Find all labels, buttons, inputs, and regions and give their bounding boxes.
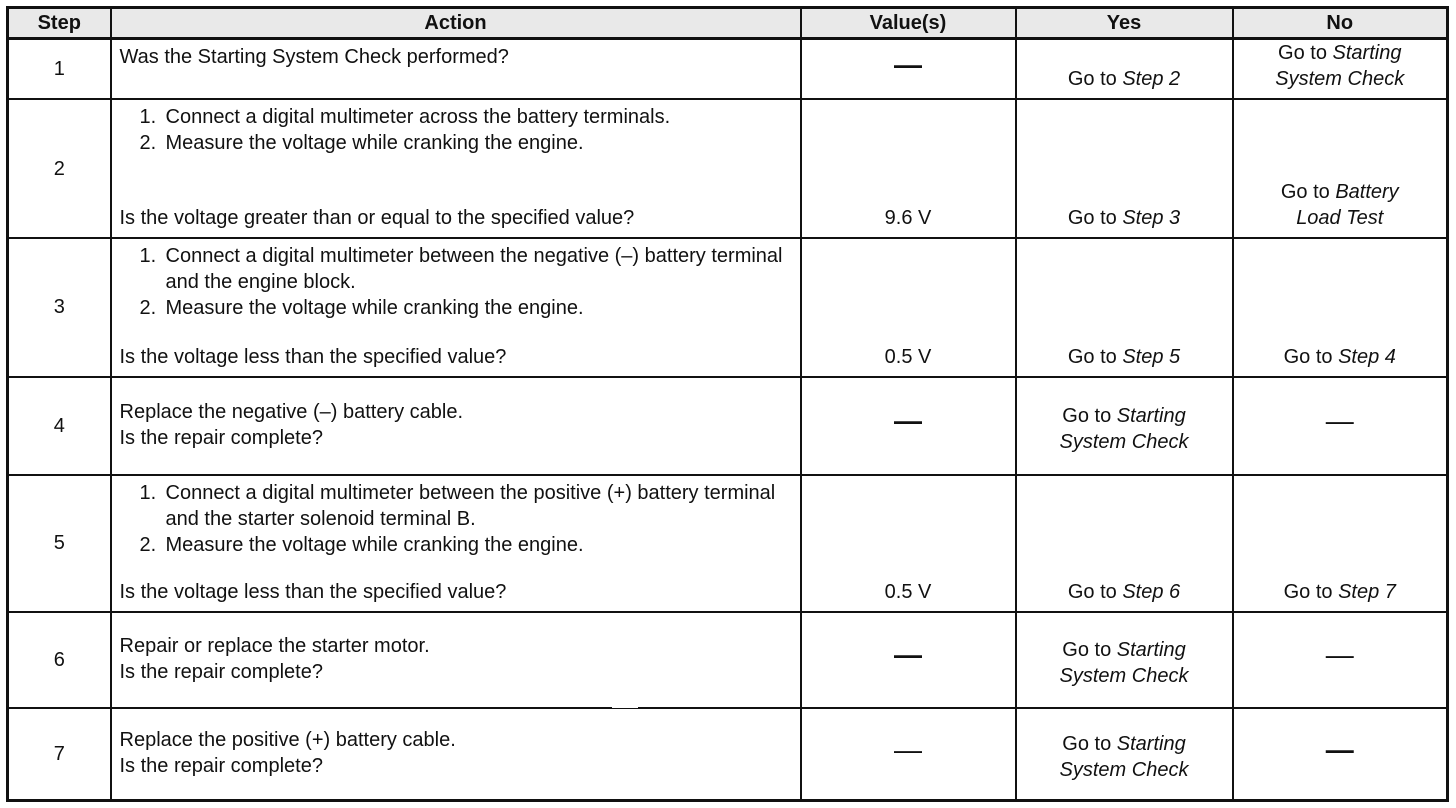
- table-row: [8, 238, 1448, 377]
- border-gap: [612, 704, 638, 708]
- no-prefix: Go to: [1280, 180, 1330, 203]
- table-row: [8, 708, 1448, 800]
- value-cell: 9.6 V: [801, 99, 1016, 238]
- empty-value-dash: —: [894, 405, 922, 437]
- no-target-link[interactable]: Step 7: [1338, 580, 1396, 603]
- table-row: [8, 475, 1448, 612]
- action-cell: [111, 475, 801, 612]
- substep-number: 2.: [139, 132, 157, 155]
- no-cell: [1233, 377, 1448, 475]
- value-cell: [801, 708, 1016, 800]
- substep: [120, 243, 794, 295]
- yes-target-link-line1[interactable]: Starting: [1116, 638, 1186, 661]
- action-question: Is the repair complete?: [119, 426, 323, 449]
- substep-number: 2.: [139, 533, 157, 556]
- yes-cell[interactable]: [1016, 39, 1233, 100]
- table-row: [8, 39, 1448, 100]
- no-cell[interactable]: [1233, 475, 1448, 612]
- substep: [120, 295, 794, 321]
- yes-target-link-line2[interactable]: System Check: [1059, 759, 1189, 781]
- no-prefix: Go to: [1283, 580, 1333, 603]
- action-text: Was the Starting System Check performed?: [119, 46, 509, 68]
- empty-no-dash: —: [1325, 733, 1354, 765]
- no-cell: [1233, 708, 1448, 800]
- value-cell: [801, 377, 1016, 475]
- substep-number: 1.: [139, 481, 157, 504]
- yes-prefix: Go to: [1062, 733, 1112, 755]
- yes-cell[interactable]: [1016, 475, 1233, 612]
- action-text: Repair or replace the starter motor.: [119, 634, 430, 657]
- substep-list: [120, 480, 794, 558]
- table-row: [8, 99, 1448, 238]
- empty-value-dash: —: [894, 48, 922, 80]
- substep-text: Measure the voltage while cranking the engine.: [165, 132, 584, 155]
- yes-cell[interactable]: [1016, 99, 1233, 238]
- yes-target-link-line2[interactable]: System Check: [1059, 430, 1189, 453]
- step-number: 5: [8, 475, 111, 612]
- substep: [120, 480, 794, 532]
- yes-cell[interactable]: [1016, 708, 1233, 800]
- yes-target-link[interactable]: Step 2: [1122, 68, 1181, 91]
- substep-text: Connect a digital multimeter between the positive (+) battery terminal and the starter solenoid terminal B.: [165, 481, 776, 530]
- value-cell: 0.5 V: [801, 238, 1016, 377]
- header-action: Action: [111, 8, 801, 39]
- action-question: Is the repair complete?: [119, 755, 323, 777]
- substep: [120, 104, 794, 130]
- yes-prefix: Go to: [1067, 345, 1117, 368]
- yes-prefix: Go to: [1067, 68, 1117, 91]
- substep-list: [120, 104, 794, 156]
- step-number: 4: [8, 377, 111, 475]
- action-question: Is the voltage greater than or equal to the specified value?: [119, 206, 635, 229]
- step-number: 3: [8, 238, 111, 377]
- no-target-link[interactable]: Step 4: [1338, 345, 1396, 368]
- step-number: 2: [8, 99, 111, 238]
- action-question: Is the repair complete?: [119, 660, 323, 683]
- header-yes: Yes: [1016, 8, 1233, 39]
- no-target-link-line1[interactable]: Battery: [1335, 180, 1399, 203]
- no-cell: [1233, 612, 1448, 708]
- yes-prefix: Go to: [1062, 404, 1112, 427]
- substep-number: 1.: [139, 244, 157, 267]
- no-target-link-line1[interactable]: Starting: [1332, 42, 1402, 65]
- yes-cell[interactable]: [1016, 377, 1233, 475]
- substep-text: Measure the voltage while cranking the engine.: [165, 296, 584, 319]
- no-cell[interactable]: [1233, 238, 1448, 377]
- empty-value-dash: —: [894, 733, 922, 765]
- substep: [120, 532, 794, 558]
- yes-prefix: Go to: [1067, 206, 1117, 229]
- substep-text: Measure the voltage while cranking the engine.: [165, 533, 584, 556]
- substep: [120, 130, 794, 156]
- yes-target-link[interactable]: Step 3: [1122, 206, 1181, 229]
- action-cell: [111, 612, 801, 708]
- yes-cell[interactable]: [1016, 238, 1233, 377]
- action-text: Replace the positive (+) battery cable.: [119, 729, 456, 751]
- substep-text: Connect a digital multimeter between the negative (–) battery terminal and the engine block.: [165, 244, 783, 293]
- value-cell: [801, 39, 1016, 100]
- yes-target-link-line1[interactable]: Starting: [1116, 733, 1186, 755]
- no-cell[interactable]: [1233, 39, 1448, 100]
- yes-target-link[interactable]: Step 5: [1122, 345, 1181, 368]
- yes-target-link-line2[interactable]: System Check: [1059, 664, 1189, 687]
- step-number: 7: [8, 708, 111, 800]
- substep-number: 1.: [139, 106, 157, 129]
- action-cell: [111, 377, 801, 475]
- empty-value-dash: —: [894, 639, 922, 671]
- substep-list: [120, 243, 794, 321]
- table-row: [8, 612, 1448, 708]
- no-prefix: Go to: [1283, 345, 1333, 368]
- header-values: Value(s): [801, 8, 1016, 39]
- yes-prefix: Go to: [1062, 638, 1112, 661]
- value-cell: [801, 612, 1016, 708]
- yes-target-link-line1[interactable]: Starting: [1116, 404, 1186, 427]
- substep-text: Connect a digital multimeter across the battery terminals.: [165, 106, 671, 129]
- action-question: Is the voltage less than the specified value?: [119, 345, 507, 368]
- empty-no-dash: —: [1325, 405, 1354, 437]
- empty-no-dash: —: [1325, 639, 1354, 671]
- action-text: Replace the negative (–) battery cable.: [119, 400, 464, 423]
- diagnostic-table: [6, 6, 1449, 802]
- no-target-link-line2[interactable]: System Check: [1275, 68, 1405, 91]
- header-step: Step: [8, 8, 111, 39]
- step-number: 6: [8, 612, 111, 708]
- step-number: 1: [8, 39, 111, 100]
- action-cell: [111, 238, 801, 377]
- substep-number: 2.: [139, 296, 157, 319]
- header-no: No: [1233, 8, 1448, 39]
- yes-prefix: Go to: [1067, 580, 1117, 603]
- header-row: [8, 8, 1448, 39]
- action-cell: [111, 39, 801, 100]
- yes-cell[interactable]: [1016, 612, 1233, 708]
- action-question: Is the voltage less than the specified value?: [119, 580, 507, 603]
- no-prefix: Go to: [1278, 42, 1327, 65]
- table-row: [8, 377, 1448, 475]
- no-target-link-line2[interactable]: Load Test: [1296, 206, 1384, 229]
- value-cell: 0.5 V: [801, 475, 1016, 612]
- no-cell[interactable]: [1233, 99, 1448, 238]
- action-cell: [111, 708, 801, 800]
- action-cell: [111, 99, 801, 238]
- yes-target-link[interactable]: Step 6: [1122, 580, 1181, 603]
